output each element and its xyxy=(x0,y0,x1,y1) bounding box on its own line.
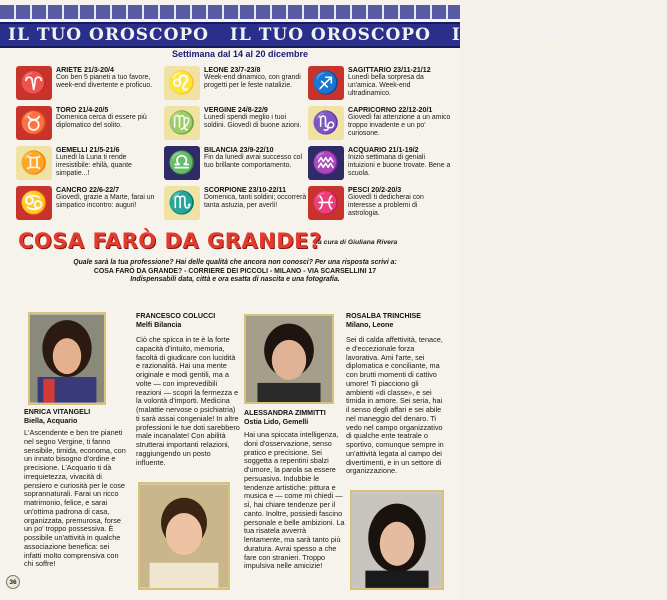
band-title: IL TUO OROSCOPO xyxy=(451,25,653,45)
text-rosalba: Sei di calda affettività, tenace, e d'eccezionale forza lavorativa. Ami l'arte, sei diplomatica e conciliante, ma con brutti momenti di cattivo umore! Ti piacciono gli ambienti «di classe», e sei timida in amore. Sei seria, hai il senso degli affari e sei abile nel maneggio del denaro. Ti vedo nel campo organizzativo di qualche ente teatrale o sportivo, comunque sempre in un'attività legata al campo dei divertimenti, e in un settore di organizzazione. xyxy=(346,335,444,476)
sign-text: Giovedì fai attenzione a un amico troppo invadente e un po' curiosone. xyxy=(348,114,451,138)
page-number: 36 xyxy=(6,575,20,589)
name-alessandra xyxy=(244,409,354,426)
sign-text: Fin da lunedì avrai successo col tuo brillante comportamento. xyxy=(204,154,303,170)
sign-text: Giovedì, grazie a Marte, farai un simpatico incontro: auguri! xyxy=(56,194,155,210)
ram-icon: ♈ xyxy=(16,66,52,100)
sign-text: Domenica cerca di essere più diplomatico del solito. xyxy=(56,114,147,130)
cosa-faro-title: COSA FARÒ DA GRANDE? xyxy=(18,229,322,253)
sign-text: Giovedì ti dedicherai con interesse a problemi di astrologia. xyxy=(348,194,424,218)
sign-text: Inizio settimana di geniali intuizioni e buone trovate. Bene a scuola. xyxy=(348,154,451,178)
scorpion-icon: ♏ xyxy=(164,186,200,220)
crab-icon: ♋ xyxy=(16,186,52,220)
sign-name: PESCI 20/2-20/3 xyxy=(348,186,402,194)
sign-name: SCORPIONE 23/10-22/11 xyxy=(204,186,287,194)
band-title: IL TUO OROSCOPO xyxy=(8,25,209,45)
week-label: Settimana dal 14 al 20 dicembre xyxy=(171,49,309,59)
star-pattern-strip xyxy=(0,5,460,19)
sign-name: ARIETE 21/3-20/4 xyxy=(56,66,114,74)
intro-text xyxy=(60,259,410,295)
name-rosalba xyxy=(346,312,456,329)
sign-sagittario xyxy=(308,66,451,102)
sign-pesci xyxy=(308,186,451,222)
water-bearer-icon: ♒ xyxy=(308,146,344,180)
sign-text: Week-end dinamico, con grandi progetti per le feste natalizie. xyxy=(204,74,301,90)
text-enrica: L'Ascendente e ben tre pianeti nel segno Vergine, ti fanno sensibile, timida, economa, con un innato bisogno d'ordine e precisione. L'Acquario ti dà irrequietezza, vivacità di pensiero e curiosità per le cose soprannaturali. Farai un ricco matrimonio, felice, e sarai un'ottima padrona di casa, organizzata, premurosa, forse un po' troppo possessiva. È possibile un'attività in qualche associazione benefica: sei infatti molto comprensiva con chi soffre! xyxy=(24,428,126,569)
archer-icon: ♐ xyxy=(308,66,344,100)
sign-text: Con ben 5 pianeti a tuo favore, week-end divertente e proficuo. xyxy=(56,74,153,90)
oroscopo-title-band xyxy=(0,22,653,48)
sign-text: Lunedì la Luna ti rende irresistibile: ehilà, quante simpatie...! xyxy=(56,154,132,178)
bull-icon: ♉ xyxy=(16,106,52,140)
name-enrica xyxy=(24,408,134,425)
portrait-image xyxy=(246,316,332,402)
person-name: ENRICA VITANGELI xyxy=(24,408,91,416)
name-francesco xyxy=(136,312,246,329)
person-place: Biella, Acquario xyxy=(24,416,78,425)
band-title: IL TUO OROSCOPO xyxy=(229,25,431,45)
sign-name: CAPRICORNO 22/12-20/1 xyxy=(348,106,433,114)
intro-requirements: Indispensabili data, città e ora esatta di nascita e una fotografia. xyxy=(130,276,340,284)
scales-icon: ♎ xyxy=(164,146,200,180)
sign-name: GEMELLI 21/5-21/6 xyxy=(56,146,120,154)
band-title-repeat xyxy=(0,25,667,45)
sign-name: VERGINE 24/8-22/9 xyxy=(204,106,268,114)
sign-name: ACQUARIO 21/1-19/2 xyxy=(348,146,419,154)
text-alessandra: Hai una spiccata intelligenza, doni d'osservazione, senso pratico e precisione. Sei soggetta a repentini sbalzi d'umore, la parola sa essere persuasiva. Indubbie le tendenze artistiche: pittura e musica e — come mi chiedi — sì, hai chiare tendenze per il canto. Inoltre, possiedi fascino personale e belle ambizioni. La tua risatela avverrà lentamente, ma sarà tanto più duratura. Avrai spesso a che fare con stranieri. Troppo impulsiva nelle amicizie! xyxy=(244,430,345,571)
sign-name: SAGITTARIO 23/11-21/12 xyxy=(348,66,431,74)
horoscope-grid xyxy=(16,66,450,226)
virgin-icon: ♍ xyxy=(164,106,200,140)
person-place: Melfi Bilancia xyxy=(136,320,182,329)
sign-text: Lunedì bella sorpresa da un'amica. Week-end ultradinamico. xyxy=(348,74,424,98)
person-name: ALESSANDRA ZIMMITTI xyxy=(244,409,326,417)
sign-ariete xyxy=(16,66,159,102)
photo-enrica xyxy=(28,312,106,405)
sign-name: CANCRO 22/6-22/7 xyxy=(56,186,120,194)
person-place: Milano, Leone xyxy=(346,320,394,329)
goat-icon: ♑ xyxy=(308,106,344,140)
byline: a cura di Giuliana Rivera xyxy=(318,239,398,246)
portrait-image xyxy=(30,314,104,403)
sign-name: TORO 21/4-20/5 xyxy=(56,106,109,114)
intro-address: COSA FARÒ DA GRANDE? - CORRIERE DEI PICCOLI - MILANO - VIA SCARSELLINI 17 xyxy=(93,267,377,275)
intro-question: Quale sarà la tua professione? Hai delle qualità che ancora non conosci? Per una risposta scrivi a: xyxy=(73,259,397,266)
person-name: ROSALBA TRINCHISE xyxy=(346,312,422,320)
portrait-image xyxy=(140,484,228,588)
photo-francesco xyxy=(138,482,230,590)
twins-icon: ♊ xyxy=(16,146,52,180)
sign-bilancia xyxy=(164,146,307,182)
person-name: FRANCESCO COLUCCI xyxy=(136,312,216,320)
photo-alessandra xyxy=(244,314,334,404)
sign-cancro xyxy=(16,186,159,222)
fish-icon: ♓ xyxy=(308,186,344,220)
sign-text: Domenica, tanti soldini; occorrerà tanta astuzia, per averli! xyxy=(204,194,307,210)
sign-leone xyxy=(164,66,307,102)
sign-acquario xyxy=(308,146,451,182)
sign-capricorno xyxy=(308,106,451,142)
sign-toro xyxy=(16,106,159,142)
text-francesco: Ciò che spicca in te è la forte capacità d'intuito, memoria, facoltà di giudicare con lucidità e razionalità. Hai una mente originale e modi gentili, ma a volte — con imprevedibili reazioni — scopri la fermezza e la volontà d'importi. Medicina (malattie nervose o psichiatria) ti sarà assai congeniale! In altre professioni le tue doti sarebbero male incanalate! Con abilità strutterai importanti relazioni, raggiungendo un posto influente. xyxy=(136,335,240,467)
sign-vergine xyxy=(164,106,307,142)
sign-name: BILANCIA 23/9-22/10 xyxy=(204,146,274,154)
lion-icon: ♌ xyxy=(164,66,200,100)
portrait-image xyxy=(352,492,442,588)
sign-name: LEONE 23/7-23/8 xyxy=(204,66,261,74)
sign-scorpione xyxy=(164,186,307,222)
photo-rosalba xyxy=(350,490,444,590)
sign-gemelli xyxy=(16,146,159,182)
person-place: Ostia Lido, Gemelli xyxy=(244,417,309,426)
sign-text: Lunedì spendi meglio i tuoi soldini. Giovedì di buone azioni. xyxy=(204,114,302,130)
